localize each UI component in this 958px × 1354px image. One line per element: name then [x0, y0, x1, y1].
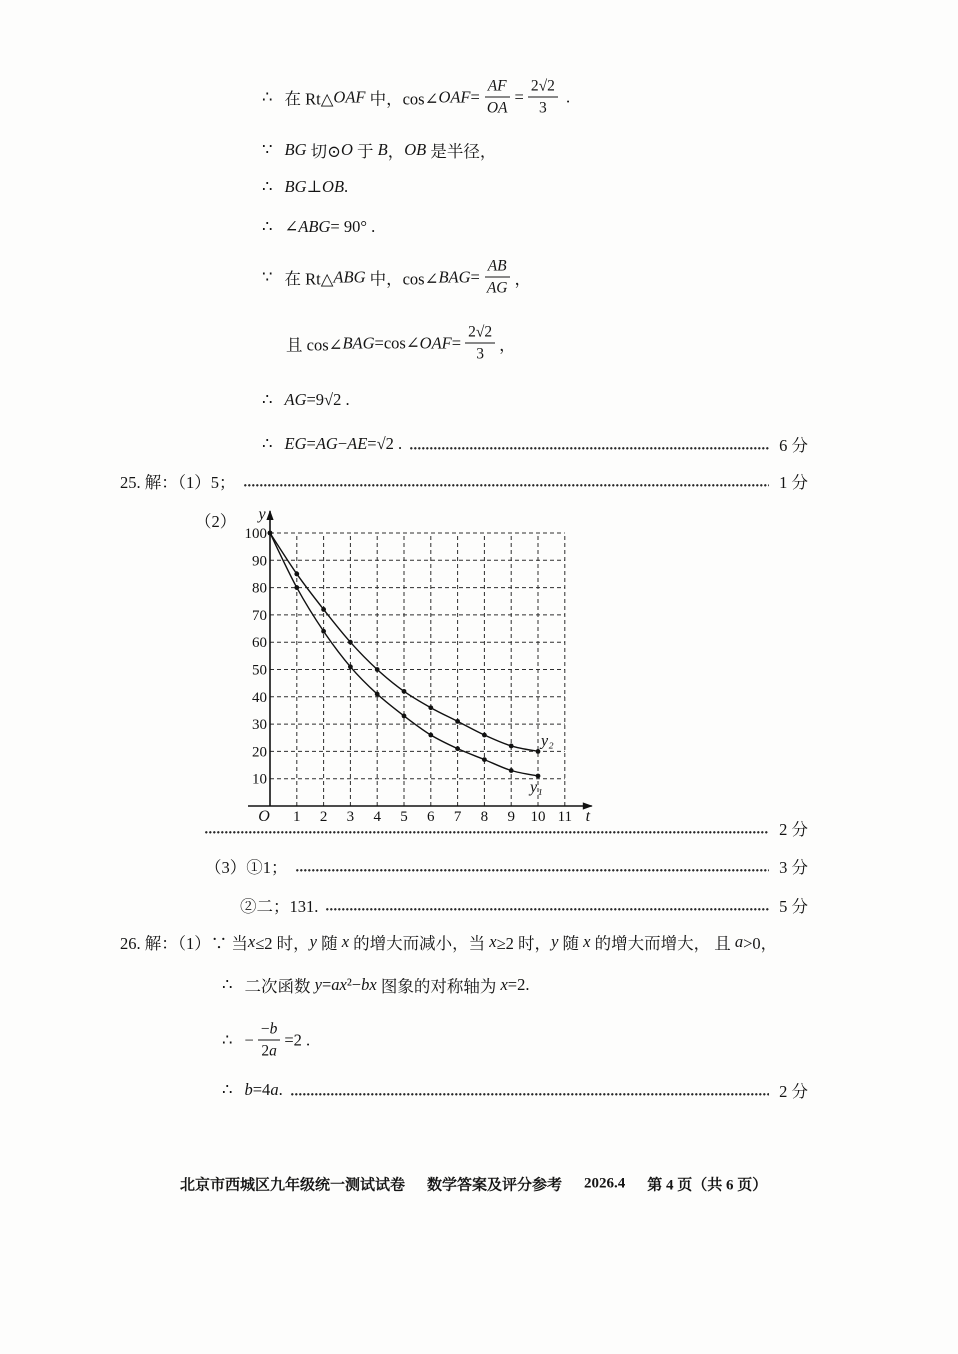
because-symbol: ∵ [262, 140, 273, 159]
question-heading: 26. 解：（1）∵ 当 [120, 934, 248, 953]
math-variable: y [309, 932, 317, 951]
equals-sign: = [321, 975, 332, 994]
math-variable: AG [284, 390, 307, 409]
x-axis-label: t [585, 808, 591, 825]
data-point [294, 572, 299, 577]
math-text: 于 [352, 142, 378, 161]
math-variable: O [340, 140, 353, 159]
dot-leader [291, 1093, 769, 1097]
fraction [258, 1019, 281, 1062]
data-point [321, 629, 326, 634]
line-cos-bag [262, 256, 531, 299]
data-point [294, 585, 299, 590]
exam-title: 北京市西城区九年级统一测试试卷 [180, 1177, 406, 1194]
math-text: 图象的对称轴为 [376, 977, 501, 996]
period: . [278, 1080, 283, 1099]
minus-sign: − [244, 1030, 254, 1049]
fraction-numerator: 2√2 [528, 76, 558, 98]
math-text: >0， [743, 934, 778, 953]
y-tick-label: 60 [252, 635, 267, 652]
line-tangent-bg [262, 138, 496, 162]
q26-line3 [222, 1019, 310, 1062]
math-variable: OAF [333, 87, 366, 106]
fraction [465, 322, 495, 365]
x-tick-label: 11 [557, 809, 573, 825]
y-tick-label: 50 [252, 662, 267, 679]
math-variable: OB [404, 140, 427, 159]
dot-leader [410, 447, 769, 451]
part-label: （2） [195, 512, 237, 531]
therefore-symbol: ∴ [262, 217, 273, 236]
y-tick-label: 100 [244, 526, 267, 542]
period: . [341, 390, 350, 409]
period: . [301, 1030, 311, 1049]
dot-leader [326, 908, 769, 912]
line-angle-abg [262, 217, 375, 237]
math-variable: x [247, 932, 256, 951]
data-point [482, 733, 487, 738]
y-tick-label: 20 [252, 744, 267, 761]
x-tick-label: 5 [400, 809, 408, 825]
math-text: = 90° [330, 217, 367, 236]
exam-date: 2026.4 [584, 1175, 626, 1192]
math-variable: x [489, 932, 497, 951]
math-text: 在 Rt△ [284, 269, 334, 288]
fraction-numerator: 2√2 [465, 322, 495, 344]
score-label: 6 分 [779, 436, 808, 455]
math-text: =cos∠ [374, 333, 420, 352]
math-text: =√2 [367, 434, 394, 453]
score-label: 2 分 [779, 820, 808, 839]
score-label: 3 分 [779, 858, 808, 877]
question-heading: 25. 解：（1）5； [120, 473, 236, 492]
math-variable: b [244, 1080, 253, 1099]
page-number: 第 4 页（共 6 页） [647, 1177, 768, 1194]
math-text: =4 [252, 1080, 271, 1099]
math-variable: ABG [333, 267, 366, 286]
page-footer [180, 1174, 789, 1195]
data-point [509, 768, 514, 773]
math-text: 中，cos∠ [365, 89, 439, 108]
data-point [536, 774, 541, 779]
math-text: =9√2 [306, 390, 342, 409]
y-tick-label: 70 [252, 607, 267, 624]
math-variable: AE [347, 434, 368, 453]
minus-sign: − [260, 1020, 270, 1038]
decay-line-chart [230, 500, 610, 832]
data-point [482, 757, 487, 762]
angle-sign: ∠ [284, 217, 299, 236]
math-variable: BG [284, 177, 307, 196]
math-text: 在 Rt△ [284, 89, 334, 108]
math-text: 且 cos∠ [286, 335, 343, 354]
data-point [455, 746, 460, 751]
score-label: 1 分 [779, 473, 808, 492]
data-point [321, 607, 326, 612]
data-point [402, 714, 407, 719]
math-variable: ABG [298, 217, 331, 236]
math-variable: B [377, 140, 388, 159]
fraction-numerator: AF [485, 76, 510, 98]
data-point [455, 719, 460, 724]
fraction [484, 256, 511, 299]
fraction-denominator: 3 [538, 99, 547, 117]
x-tick-label: 9 [507, 809, 515, 825]
math-text: 的增大而减小，当 [349, 934, 490, 953]
math-variable: BAG [438, 267, 471, 286]
series-label: y₂ [541, 732, 554, 750]
math-text: =2 [284, 1030, 302, 1049]
data-point [348, 640, 353, 645]
fraction-numerator: AB [485, 256, 510, 278]
math-variable: OB [322, 177, 345, 196]
math-variable: EG [284, 434, 307, 453]
x-tick-label: 2 [319, 809, 328, 825]
line-perpendicular [262, 177, 348, 197]
data-point [268, 531, 273, 536]
math-variable: y [551, 932, 559, 951]
document-subject: 数学答案及评分参考 [427, 1177, 563, 1194]
math-text: 随 [558, 934, 584, 953]
q25-part3-1 [205, 854, 808, 878]
y-tick-label: 40 [252, 689, 267, 706]
y-axis-arrow [266, 510, 273, 520]
y-tick-label: 10 [252, 771, 267, 788]
math-variable: a [734, 932, 744, 951]
period: . [366, 217, 376, 236]
math-text: 中，cos∠ [365, 269, 439, 288]
fraction-numerator [258, 1019, 281, 1041]
series-label: y₁ [530, 778, 543, 796]
answer-text: ②二；131. [240, 897, 319, 916]
x-tick-label: 3 [346, 809, 355, 825]
y-axis-label: y [258, 506, 266, 523]
y-tick-label: 30 [252, 717, 267, 734]
data-point [402, 689, 407, 694]
equals-sign: = [451, 333, 462, 352]
math-text: 随 [316, 934, 342, 953]
math-text: ， [387, 142, 405, 161]
answer-text: （3）①1； [205, 858, 288, 877]
math-text: 是半径， [426, 142, 497, 161]
math-text: 二次函数 [244, 977, 315, 996]
fraction-denominator: 3 [476, 345, 484, 363]
dot-leader [205, 831, 769, 835]
math-variable: AG [315, 434, 338, 453]
math-text: ≤2 时， [255, 934, 310, 953]
math-variable: BAG [342, 333, 375, 352]
therefore-symbol: ∴ [262, 177, 273, 196]
q25-part2-score [205, 816, 808, 840]
origin-label: O [258, 808, 270, 825]
math-text: 切⊙ [306, 142, 341, 161]
x-tick-label: 4 [373, 809, 381, 825]
y-tick-label: 90 [252, 553, 267, 570]
therefore-symbol: ∴ [262, 434, 273, 453]
line-ag-value [262, 390, 350, 410]
math-variable: a [269, 1042, 277, 1060]
math-variable: y [314, 975, 322, 994]
math-variable: bx [361, 975, 377, 994]
math-variable: OAF [419, 333, 452, 352]
score-label: 5 分 [779, 897, 808, 916]
fraction-denominator: AG [486, 279, 508, 297]
math-variable: BG [284, 140, 307, 159]
therefore-symbol: ∴ [262, 87, 273, 106]
math-text: =2. [507, 975, 530, 994]
q26-line4 [222, 1078, 808, 1102]
fraction-denominator: OA [486, 99, 508, 117]
equals-sign: = [514, 87, 524, 106]
math-variable: ax [331, 975, 347, 994]
perpendicular-sign: ⊥ [306, 177, 323, 196]
math-variable: OAF [438, 87, 471, 106]
x-tick-label: 1 [293, 809, 301, 825]
math-variable: x [583, 932, 591, 951]
therefore-symbol: ∴ [222, 975, 233, 994]
data-point [428, 733, 433, 738]
line-eg-value [262, 432, 808, 456]
therefore-symbol: ∴ [222, 1080, 233, 1099]
equals-sign: = [470, 87, 480, 106]
math-variable: x [341, 932, 350, 951]
equals-sign: = [306, 434, 316, 453]
q25-part3-2 [240, 893, 808, 917]
q26-line2 [222, 973, 529, 997]
data-point [375, 667, 380, 672]
x-tick-label: 6 [427, 809, 435, 825]
data-point [348, 664, 353, 669]
q25-part1 [120, 469, 808, 493]
fraction-denominator [258, 1041, 280, 1062]
exponent: ² [346, 975, 352, 994]
data-point [428, 705, 433, 710]
x-tick-label: 8 [480, 809, 489, 825]
math-variable: a [270, 1080, 279, 1099]
minus-sign: − [351, 975, 362, 994]
x-tick-label: 7 [453, 809, 462, 825]
fraction [528, 76, 558, 119]
period: . [393, 434, 403, 453]
fraction [484, 76, 511, 119]
dot-leader [244, 484, 770, 488]
y-tick-label: 80 [252, 580, 267, 597]
math-text: ， [499, 335, 516, 354]
math-variable: x [500, 975, 508, 994]
q26-line1 [120, 930, 777, 954]
data-point [375, 692, 380, 697]
x-tick-label: 10 [530, 809, 546, 825]
data-point [536, 749, 541, 754]
line-cos-equal [286, 322, 516, 365]
therefore-symbol: ∴ [222, 1030, 233, 1049]
line-cos-oaf [262, 76, 570, 119]
period: . [561, 87, 571, 106]
score-label: 2 分 [779, 1082, 808, 1101]
minus-sign: − [337, 434, 348, 453]
math-text: ≥2 时， [496, 934, 552, 953]
math-text: 2 [261, 1042, 270, 1060]
equals-sign: = [470, 267, 480, 286]
because-symbol: ∵ [262, 267, 273, 286]
therefore-symbol: ∴ [262, 390, 273, 409]
dot-leader [296, 869, 770, 873]
math-text: ， [514, 269, 531, 288]
math-text: 的增大而增大， 且 [590, 934, 735, 953]
period: . [344, 177, 349, 196]
data-point [509, 744, 514, 749]
math-variable: b [269, 1020, 278, 1038]
